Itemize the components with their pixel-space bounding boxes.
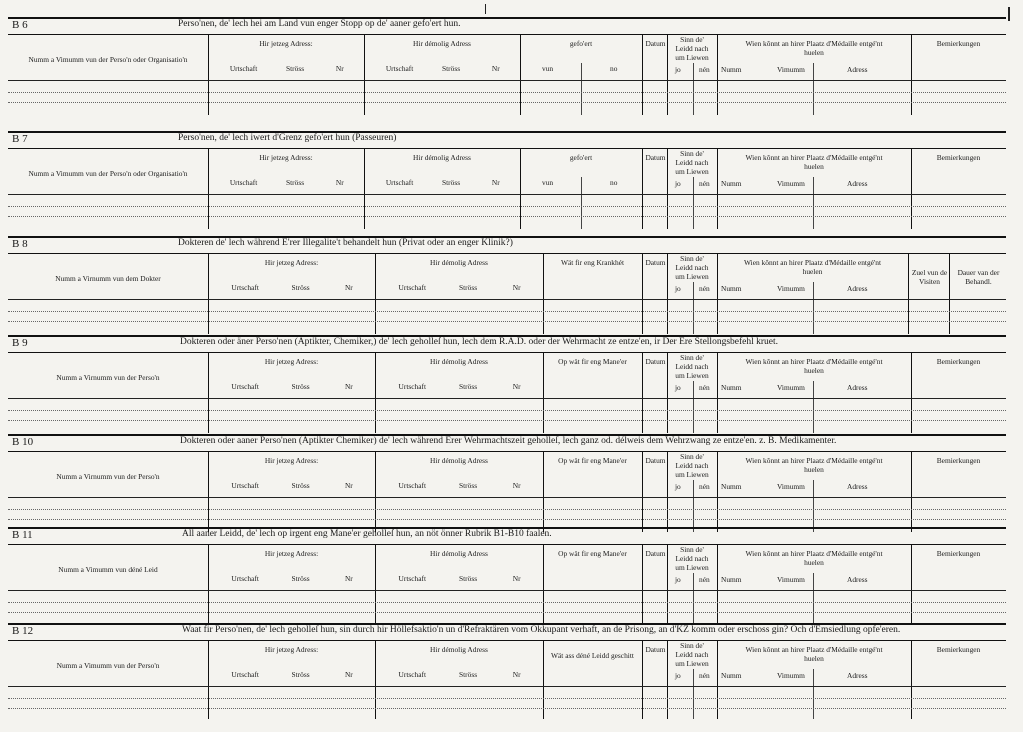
section-code: B 8 [12, 238, 28, 250]
numm-label: Numm [721, 383, 742, 392]
remarks-header: Bemierkungen [936, 456, 981, 465]
current-address-header: Hir jetzeg Adress: [264, 258, 319, 267]
yes-label: jo [675, 671, 681, 680]
alive-header-line3: um Liewen [675, 272, 709, 281]
writing-line [8, 708, 1006, 709]
header-divider [8, 686, 1006, 687]
medal-header: Wien kônnt an hirer Plaatz d'Médaille entgé'nt huelen [745, 39, 883, 57]
writing-line [8, 698, 1006, 699]
column-divider [813, 381, 814, 433]
header-divider [8, 398, 1006, 399]
header-divider [8, 80, 1006, 81]
edge-mark [1008, 7, 1010, 21]
stross-label: Ströss [286, 178, 305, 187]
stross-label: Ströss [442, 64, 461, 73]
no-label: nén [699, 671, 710, 680]
stross-label: Ströss [459, 670, 478, 679]
name-column-header: Numm a Virnumm vun dem Dokter [55, 274, 161, 283]
section-title: All aaner Leidd, de' lech op irgent eng Mane'er geholleſ hun, an nöt önner Rubrik B1-B10 faalen. [182, 529, 552, 539]
no-label: nén [699, 179, 710, 188]
urtschaft-label: Urtschaft [229, 64, 258, 73]
column-divider [717, 149, 718, 229]
column-divider [717, 353, 718, 433]
nr-label: Nr [512, 283, 521, 292]
section-table [8, 451, 1006, 532]
numm-label: Numm [721, 179, 742, 188]
stross-label: Ströss [459, 283, 478, 292]
section-code: B 9 [12, 337, 28, 349]
yes-label: jo [675, 284, 681, 293]
current-address-header: Hir jetzeg Adress: [259, 153, 313, 162]
stross-label: Ströss [291, 574, 310, 583]
column3-header: gefo'ert [569, 39, 593, 48]
section-code: B 12 [12, 625, 34, 637]
numm-label: Numm [721, 671, 742, 680]
urtschaft-label: Urtschaft [398, 283, 427, 292]
writing-line [8, 311, 1006, 312]
date-header: Datum [645, 258, 666, 267]
nr-label: Nr [344, 670, 353, 679]
column-divider [581, 177, 582, 229]
stross-label: Ströss [459, 481, 478, 490]
section-title: Dokteren de' lech während E'rer Illegalite't behandelt hun (Privat oder an enger Klinik?) [178, 238, 513, 248]
top-mark [485, 4, 486, 14]
date-header: Datum [645, 549, 666, 558]
column-divider [813, 63, 814, 115]
nr-label: Nr [512, 670, 521, 679]
alive-header-line2: Leidd nach [675, 554, 709, 563]
section-b8 [8, 236, 1006, 335]
column-divider [693, 282, 694, 334]
alive-header-line2: Leidd nach [675, 650, 709, 659]
to-label: no [610, 178, 618, 187]
stross-label: Ströss [291, 670, 310, 679]
stross-label: Ströss [286, 64, 305, 73]
column-divider [908, 254, 909, 334]
adress-label: Adress [847, 671, 868, 680]
nr-label: Nr [491, 178, 500, 187]
section-b10 [8, 434, 1006, 533]
alive-header-line2: Leidd nach [675, 158, 709, 167]
remarks-header: Bemierkungen [936, 357, 981, 366]
section-table [8, 34, 1006, 115]
header-divider [8, 497, 1006, 498]
alive-header-line3: um Liewen [675, 563, 709, 572]
nr-label: Nr [512, 382, 521, 391]
alive-header-line1: Sinn de' [680, 452, 704, 461]
alive-header-line1: Sinn de' [680, 35, 704, 44]
alive-header-line2: Leidd nach [675, 461, 709, 470]
nr-label: Nr [344, 283, 353, 292]
column-divider [693, 669, 694, 719]
alive-header-line2: Leidd nach [675, 44, 709, 53]
stross-label: Ströss [291, 481, 310, 490]
numm-label: Numm [721, 482, 742, 491]
nr-label: Nr [491, 64, 500, 73]
virnumm-label: Vimumm [777, 65, 805, 74]
writing-line [8, 216, 1006, 217]
alive-header-line1: Sinn de' [680, 641, 704, 650]
urtschaft-label: Urtschaft [398, 670, 427, 679]
section-table [8, 148, 1006, 229]
column-divider [717, 545, 718, 625]
former-address-header: Hir démolig Adress [430, 456, 488, 465]
nr-label: Nr [344, 382, 353, 391]
column-divider [693, 573, 694, 625]
writing-line [8, 92, 1006, 93]
from-label: vun [542, 64, 554, 73]
medal-header: Wien kônnt an hirer Plaatz d'Médaille entgé'nt huelen [745, 645, 883, 663]
no-label: nén [699, 65, 710, 74]
no-label: nén [699, 482, 710, 491]
column-divider [813, 480, 814, 532]
section-title: Perso'nen, de' lech hei am Land vun enger Stopp op de' aaner gefo'ert hun. [178, 19, 461, 29]
yes-label: jo [675, 482, 681, 491]
date-header: Datum [645, 357, 666, 366]
yes-label: jo [675, 383, 681, 392]
alive-header-line3: um Liewen [675, 53, 709, 62]
section-title: Waat fir Perso'nen, de' lech geholleſ hun, sin durch hir Höllefsaktio'n un d'Refraktären vom Okkupant verhaft, an de Prisong, an d'KZ komm oder erschoss gin? Och d'Emsiedlung opfe'eren. [182, 625, 901, 635]
column-divider [693, 63, 694, 115]
urtschaft-label: Urtschaft [231, 574, 259, 583]
name-column-header: Numm a Virnumm vun der Perso'n [56, 373, 160, 382]
date-header: Datum [645, 39, 666, 48]
writing-line [8, 420, 1006, 421]
header-divider [8, 590, 1006, 591]
yes-label: jo [675, 179, 681, 188]
no-label: nén [699, 383, 710, 392]
writing-line [8, 410, 1006, 411]
alive-header-line1: Sinn de' [680, 353, 704, 362]
section-table [8, 544, 1006, 625]
yes-label: jo [675, 65, 681, 74]
alive-header-line1: Sinn de' [680, 545, 704, 554]
date-header: Datum [645, 645, 666, 654]
to-label: no [610, 64, 618, 73]
date-header: Datum [645, 456, 666, 465]
urtschaft-label: Urtschaft [229, 178, 258, 187]
name-column-header: Numm a Vimumm vun der Perso'n oder Organisatio'n [28, 55, 188, 64]
adress-label: Adress [847, 284, 868, 293]
adress-label: Adress [847, 179, 868, 188]
alive-header-line2: Leidd nach [675, 362, 709, 371]
section-table [8, 253, 1006, 334]
virnumm-label: Vimumm [777, 284, 805, 293]
section-title: Dokteren oder äner Perso'nen (Aptikter, Chemiker,) de' lech geholleſ hun, lech dem R.A.D. oder der Wehrmacht ze entze'en, ir Der Ere Stellongsbefehl kruet. [180, 337, 779, 347]
virnumm-label: Vimumm [777, 575, 805, 584]
stross-label: Ströss [442, 178, 461, 187]
column3-header: Wät ass déné Leidd geschitt [551, 651, 634, 660]
former-address-header: Hir démolig Adress [430, 258, 488, 267]
name-column-header: Numm a Virnumm vun der Perso'n [56, 472, 160, 481]
adress-label: Adress [847, 575, 868, 584]
remarks-header: Bemierkungen [936, 549, 981, 558]
virnumm-label: Vimumm [777, 671, 805, 680]
urtschaft-label: Urtschaft [385, 178, 414, 187]
stross-label: Ströss [459, 382, 478, 391]
column-divider [949, 254, 950, 334]
medal-header: Wien kônnt an hirer Plaatz d'Médaille entgé'nt huelen [745, 456, 883, 474]
nr-label: Nr [344, 481, 353, 490]
section-table [8, 352, 1006, 433]
column3-header: Op wät fir eng Mane'er [558, 549, 627, 558]
section-title: Dokteren oder aaner Perso'nen (Aptikter Chemiker) de' lech während Erer Wehrmachtszeit geholleſ, lech ganz od. délweis dem Wehrzwang ze entze'en. z. B. Medikamenter. [180, 436, 837, 446]
stross-label: Ströss [291, 382, 310, 391]
urtschaft-label: Urtschaft [398, 382, 427, 391]
nr-label: Nr [335, 178, 344, 187]
nr-label: Nr [512, 574, 521, 583]
medal-header: Wien kônnt an hirer Plaatz d'Médaille entgé'nt huelen [745, 153, 883, 171]
section-code: B 10 [12, 436, 34, 448]
section-b12 [8, 623, 1006, 721]
section-title: Perso'nen, de' lech iwert d'Grenz gefo'ert hun (Passeuren) [178, 133, 397, 143]
column-divider [693, 480, 694, 532]
column-divider [813, 573, 814, 625]
no-label: nén [699, 575, 710, 584]
nr-label: Nr [512, 481, 521, 490]
name-column-header: Numm a Vimumm vun der Perso'n [56, 661, 160, 670]
writing-line [8, 102, 1006, 103]
stross-label: Ströss [291, 283, 310, 292]
column-divider [717, 35, 718, 115]
urtschaft-label: Urtschaft [231, 382, 259, 391]
urtschaft-label: Urtschaft [231, 283, 259, 292]
writing-line [8, 206, 1006, 207]
urtschaft-label: Urtschaft [231, 670, 259, 679]
column3-header: Op wät fir eng Mane'er [558, 456, 627, 465]
date-header: Datum [645, 153, 666, 162]
medal-header: Wien kônnt an hirer Plaatz d'Médaille entgé'nt huelen [744, 258, 881, 276]
former-address-header: Hir démolig Adress [413, 153, 471, 162]
section-code: B 11 [12, 529, 33, 541]
section-code: B 6 [12, 19, 28, 31]
former-address-header: Hir démolig Adress [430, 645, 488, 654]
current-address-header: Hir jetzeg Adress: [259, 39, 313, 48]
writing-line [8, 602, 1006, 603]
urtschaft-label: Urtschaft [231, 481, 259, 490]
alive-header-line2: Leidd nach [675, 263, 709, 272]
section-b7 [8, 131, 1006, 230]
column3-header: Wät fir eng Krankhét [561, 258, 624, 267]
urtschaft-label: Urtschaft [398, 574, 427, 583]
former-address-header: Hir démolig Adress [413, 39, 471, 48]
numm-label: Numm [721, 284, 742, 293]
adress-label: Adress [847, 383, 868, 392]
column-divider [813, 177, 814, 229]
column-divider [813, 282, 814, 334]
medal-header: Wien kônnt an hirer Plaatz d'Médaille entgé'nt huelen [745, 549, 883, 567]
urtschaft-label: Urtschaft [385, 64, 414, 73]
column-divider [693, 381, 694, 433]
nr-label: Nr [335, 64, 344, 73]
alive-header-line1: Sinn de' [680, 149, 704, 158]
virnumm-label: Vimumm [777, 482, 805, 491]
current-address-header: Hir jetzeg Adress: [264, 549, 319, 558]
alive-header-line1: Sinn de' [680, 254, 704, 263]
name-column-header: Numm a Vimumm vun déné Leid [58, 565, 158, 574]
alive-header-line3: um Liewen [675, 470, 709, 479]
header-divider [8, 299, 1006, 300]
column3-header: Op wät fir eng Mane'er [558, 357, 627, 366]
column-divider [717, 254, 718, 334]
section-b11 [8, 527, 1006, 626]
writing-line [8, 509, 1006, 510]
column-divider [693, 177, 694, 229]
adress-label: Adress [847, 482, 868, 491]
section-table [8, 640, 1006, 719]
writing-line [8, 612, 1006, 613]
current-address-header: Hir jetzeg Adress: [264, 357, 319, 366]
visits-header: Zuel vun de Visiten [911, 268, 948, 286]
current-address-header: Hir jetzeg Adress: [264, 645, 319, 654]
urtschaft-label: Urtschaft [398, 481, 427, 490]
stross-label: Ströss [459, 574, 478, 583]
yes-label: jo [675, 575, 681, 584]
remarks-header: Bemierkungen [936, 645, 981, 654]
name-column-header: Numm a Vimumm vun der Perso'n oder Organisatio'n [28, 169, 188, 178]
header-divider [8, 194, 1006, 195]
remarks-header: Bemierkungen [936, 39, 981, 48]
column-divider [813, 669, 814, 719]
section-b9 [8, 335, 1006, 434]
numm-label: Numm [721, 575, 742, 584]
section-b6 [8, 17, 1006, 116]
medal-header: Wien kônnt an hirer Plaatz d'Médaille entgé'nt huelen [745, 357, 883, 375]
former-address-header: Hir démolig Adress [430, 357, 488, 366]
column-divider [717, 452, 718, 532]
alive-header-line3: um Liewen [675, 659, 709, 668]
nr-label: Nr [344, 574, 353, 583]
former-address-header: Hir démolig Adress [430, 549, 488, 558]
adress-label: Adress [847, 65, 868, 74]
numm-label: Numm [721, 65, 742, 74]
writing-line [8, 519, 1006, 520]
column-divider [581, 63, 582, 115]
writing-line [8, 321, 1006, 322]
remarks-header: Bemierkungen [936, 153, 981, 162]
duration-header: Dauer van der Behandl. [957, 268, 1000, 286]
current-address-header: Hir jetzeg Adress: [264, 456, 319, 465]
virnumm-label: Vimumm [777, 179, 805, 188]
alive-header-line3: um Liewen [675, 167, 709, 176]
from-label: vun [542, 178, 554, 187]
column3-header: gefo'ert [569, 153, 593, 162]
alive-header-line3: um Liewen [675, 371, 709, 380]
section-code: B 7 [12, 133, 28, 145]
no-label: nén [699, 284, 710, 293]
virnumm-label: Vimumm [777, 383, 805, 392]
